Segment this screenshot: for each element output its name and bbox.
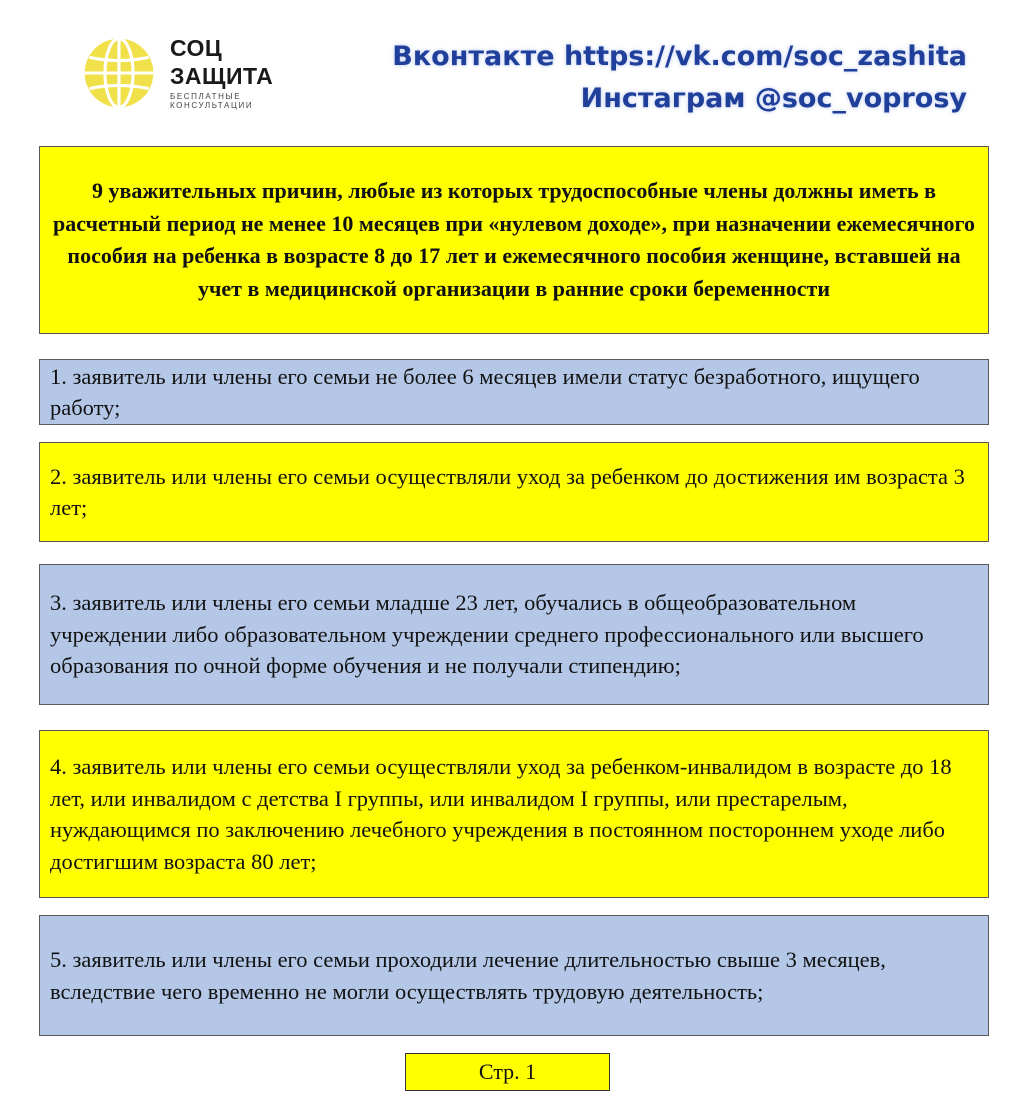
logo-subtitle-line2: КОНСУЛЬТАЦИИ (170, 101, 254, 110)
reason-text-5: 5. заявитель или члены его семьи проходили лечение длительностью свыше 3 месяцев, вследствие чего временно не могли осуществлять трудовую деятельность; (50, 947, 886, 1004)
reason-text-3: 3. заявитель или члены его семьи младше 23 лет, обучались в общеобразовательном учреждении либо образовательном учреждении среднего профессионального или высшего образования по очной форме обучения и не получали стипендию; (50, 590, 924, 679)
reason-item-3 (39, 564, 989, 705)
reason-text-1: 1. заявитель или члены его семьи не более 6 месяцев имели статус безработного, ищущего работу; (50, 363, 920, 420)
reason-item-4 (39, 730, 989, 898)
logo-title-line2: ЗАЩИТА (170, 63, 274, 89)
logo-title-line1: СОЦ (170, 35, 223, 61)
logo (80, 32, 290, 114)
logo-title (170, 34, 273, 90)
heading-box (39, 146, 989, 334)
reason-item-5 (39, 915, 989, 1036)
social-links (392, 36, 967, 120)
reason-item-1 (39, 359, 989, 425)
page-number: Стр. 1 (405, 1053, 610, 1091)
instagram-link[interactable]: Инстаграм @soc_voprosy (580, 83, 967, 114)
globe-icon (80, 34, 158, 112)
reason-item-2 (39, 442, 989, 542)
reason-text-2: 2. заявитель или члены его семьи осуществляли уход за ребенком до достижения им возраста 3 лет; (50, 463, 965, 520)
heading-text: 9 уважительных причин, любые из которых трудоспособные члены должны иметь в расчетный период не менее 10 месяцев при «нулевом доходе», при назначении ежемесячного пособия на ребенка в возрасте 8 до 17 лет и ежемесячного пособия женщине, вставшей на учет в медицинской организации в ранние сроки беременности (53, 178, 975, 301)
vk-link[interactable]: Вконтакте https://vk.com/soc_zashita (392, 41, 967, 72)
logo-subtitle-line1: БЕСПЛАТНЫЕ (170, 92, 242, 101)
logo-subtitle (170, 92, 253, 110)
reason-text-4: 4. заявитель или члены его семьи осуществляли уход за ребенком-инвалидом в возрасте до 18 лет, или инвалидом с детства I группы, или инвалидом I группы, или престарелым, нуждающимся по заключению лечебного учреждения в постоянном постороннем уходе либо достигшим возраста 80 лет; (50, 754, 952, 874)
